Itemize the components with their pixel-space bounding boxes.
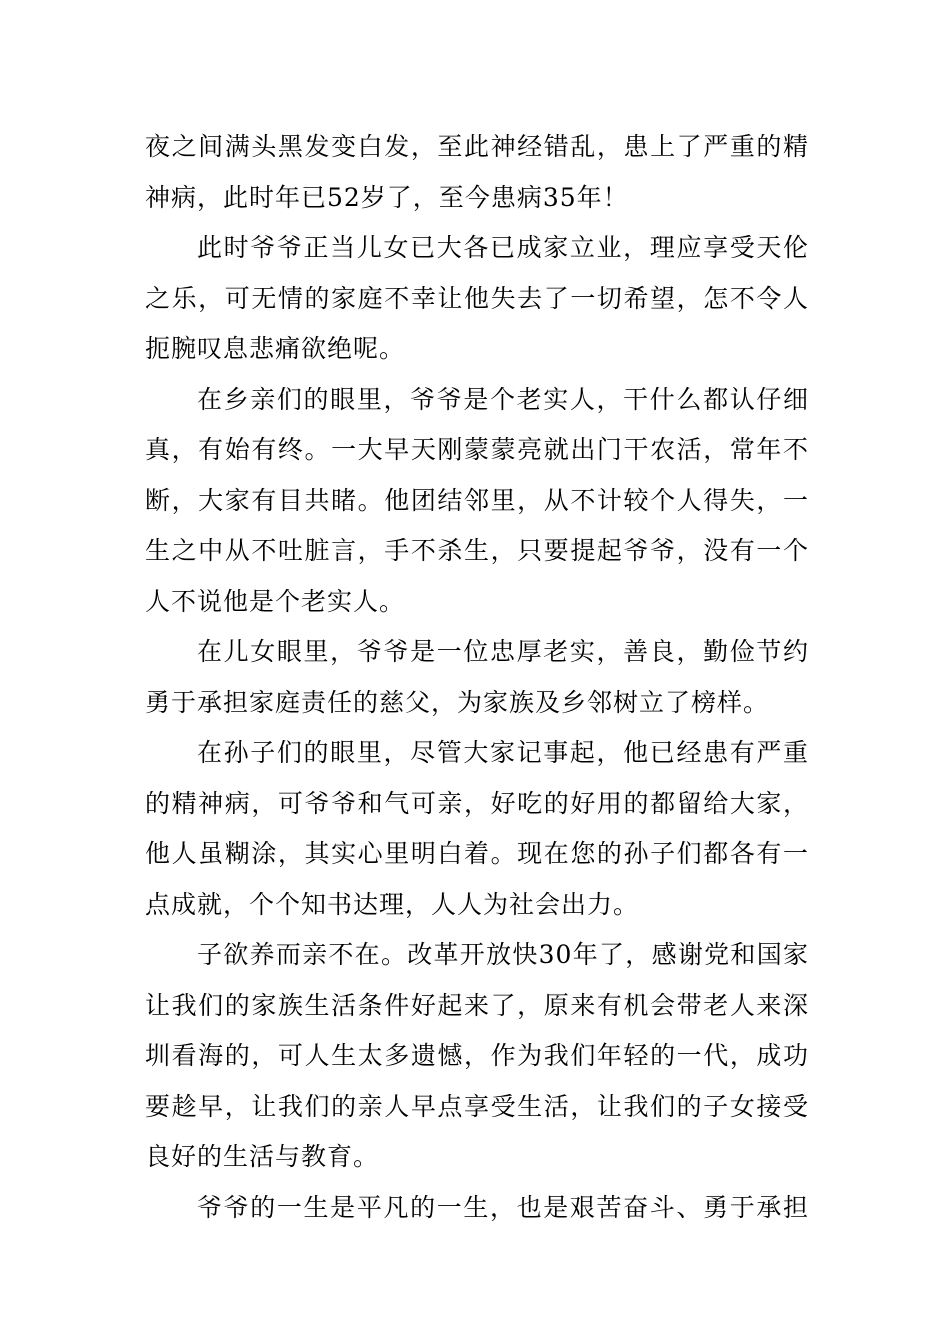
paragraph-grandfather-prime: 此时爷爷正当儿女已大各已成家立业，理应享受天伦之乐，可无情的家庭不幸让他失去了一切希望，怎不令人扼腕叹息悲痛欲绝呢。 — [145, 233, 809, 363]
paragraph-children-view: 在儿女眼里，爷爷是一位忠厚老实，善良，勤俭节约勇于承担家庭责任的慈父，为家族及乡邻树立了榜样。 — [145, 637, 809, 717]
paragraph-closing-fragment: 爷爷的一生是平凡的一生，也是艰苦奋斗、勇于承担 — [197, 1192, 809, 1222]
paragraph-regret: 子欲养而亲不在。改革开放快30年了，感谢党和国家让我们的家族生活条件好起来了，原来有机会带老人来深圳看海的，可人生太多遗憾，作为我们年轻的一代，成功要趁早，让我们的亲人早点享受生活，让我们的子女接受良好的生活与教育。 — [145, 940, 809, 1171]
paragraph-villagers-view: 在乡亲们的眼里，爷爷是个老实人，干什么都认仔细真，有始有终。一大早天刚蒙蒙亮就出门干农活，常年不断，大家有目共睹。他团结邻里，从不计较个人得失，一生之中从不吐脏言，手不杀生，只要提起爷爷，没有一个人不说他是个老实人。 — [145, 384, 809, 616]
paragraph-continuation: 夜之间满头黑发变白发，至此神经错乱，患上了严重的精神病，此时年已52岁了，至今患病35年！ — [145, 132, 809, 212]
paragraph-grandchildren-view: 在孙子们的眼里，尽管大家记事起，他已经患有严重的精神病，可爷爷和气可亲，好吃的好用的都留给大家，他人虽糊涂，其实心里明白着。现在您的孙子们都各有一点成就，个个知书达理，人人为社会出力。 — [145, 738, 809, 919]
document-body — [145, 122, 809, 1233]
